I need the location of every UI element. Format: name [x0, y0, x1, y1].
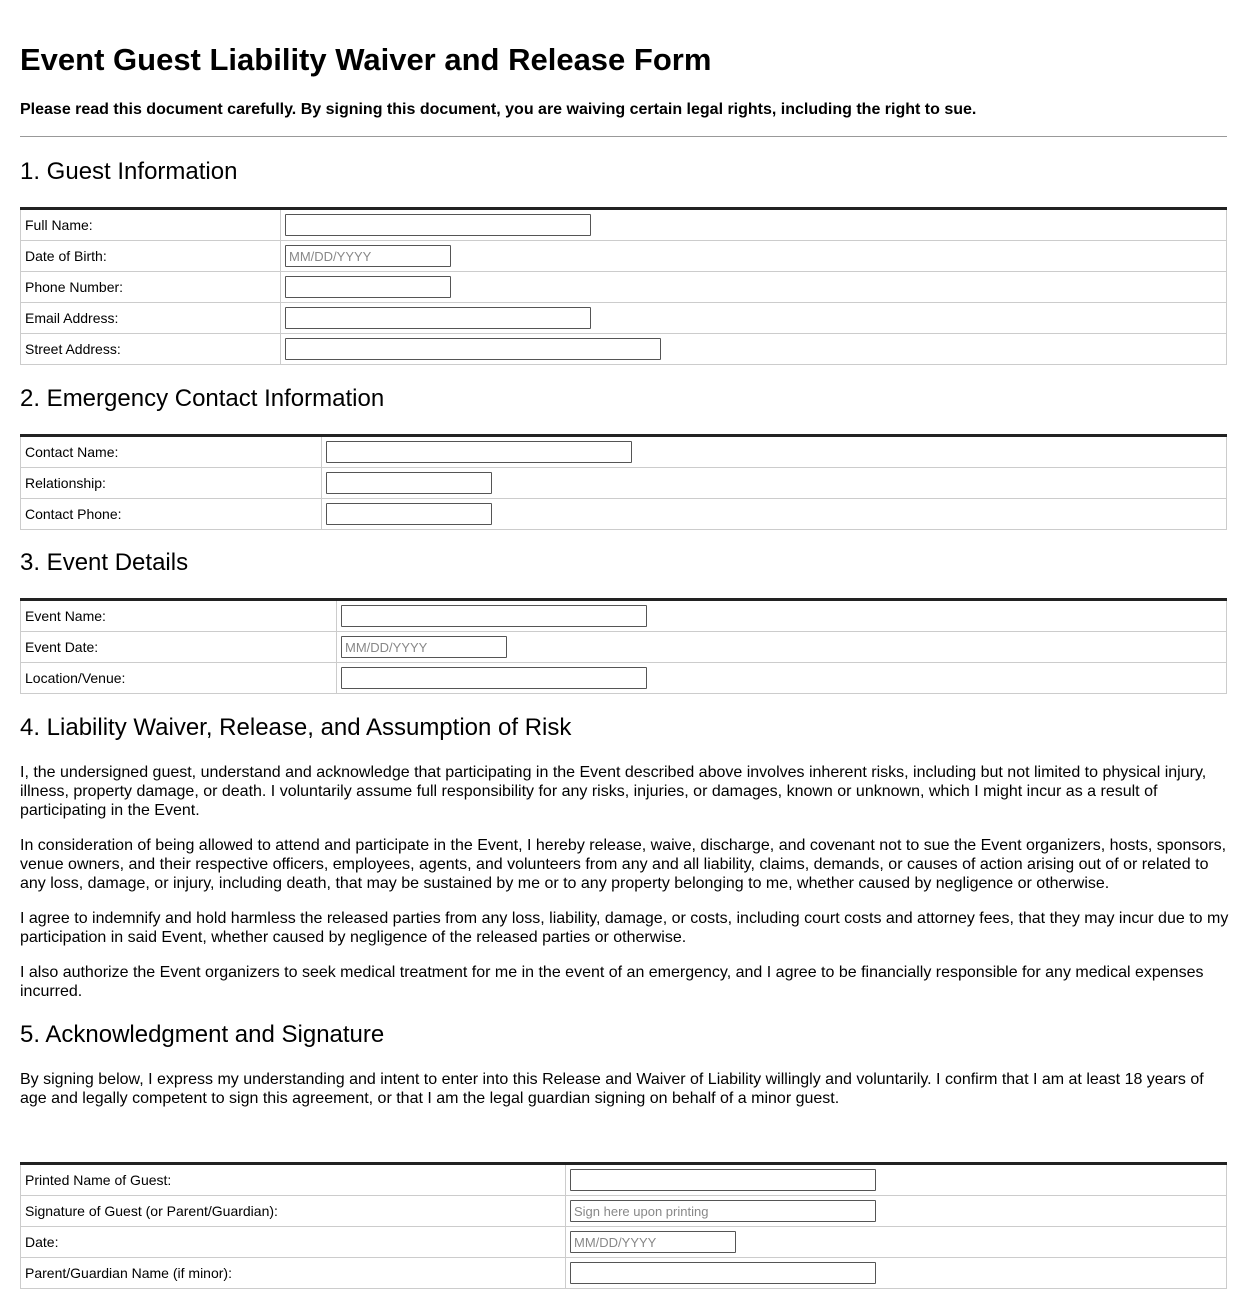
street-input[interactable]: [285, 338, 661, 360]
acknowledgment-heading: 5. Acknowledgment and Signature: [20, 1021, 385, 1048]
contact-name-label: Contact Name:: [21, 436, 322, 468]
signature-date-input[interactable]: [570, 1231, 736, 1253]
signature-label: Signature of Guest (or Parent/Guardian):: [21, 1196, 566, 1227]
table-row: [21, 436, 1227, 468]
table-row: [21, 632, 1227, 663]
table-row: [21, 1227, 1227, 1258]
acknowledgment-paragraph: By signing below, I express my understanding and intent to enter into this Release and Waiver of Liability willingly and voluntarily. I confirm that I am at least 18 years of age and legally competent to sign this agreement, or that I am the legal guardian signing on behalf of a minor guest.: [20, 1071, 1204, 1107]
field-cell: [281, 272, 1227, 303]
phone-label: Phone Number:: [21, 272, 281, 303]
table-row: [21, 1164, 1227, 1196]
guest-info-table: [20, 207, 1227, 365]
field-cell: [281, 303, 1227, 334]
field-cell: [566, 1258, 1227, 1289]
field-cell: [322, 499, 1227, 530]
event-details-heading: 3. Event Details: [20, 549, 189, 576]
table-row: [21, 468, 1227, 499]
field-cell: [322, 436, 1227, 468]
printed-name-input[interactable]: [570, 1169, 876, 1191]
phone-input[interactable]: [285, 276, 451, 298]
waiver-heading: 4. Liability Waiver, Release, and Assumption of Risk: [20, 714, 572, 741]
emergency-contact-table: [20, 434, 1227, 530]
waiver-paragraph-3: I agree to indemnify and hold harmless the released parties from any loss, liability, damage, or costs, including court costs and attorney fees, that they may incur due to my participation in said Event, whether caused by negligence of the released parties or otherwise.: [20, 910, 1229, 946]
dob-label: Date of Birth:: [21, 241, 281, 272]
table-row: [21, 303, 1227, 334]
table-row: [21, 600, 1227, 632]
guest-info-heading: 1. Guest Information: [20, 158, 238, 185]
field-cell: [322, 468, 1227, 499]
legal-notice: Please read this document carefully. By signing this document, you are waiving certain legal rights, including the right to sue.: [20, 101, 977, 118]
guardian-name-input[interactable]: [570, 1262, 876, 1284]
signature-table: [20, 1162, 1227, 1289]
emergency-contact-heading: 2. Emergency Contact Information: [20, 385, 385, 412]
table-row: [21, 241, 1227, 272]
dob-input[interactable]: [285, 245, 451, 267]
table-row: [21, 1196, 1227, 1227]
location-label: Location/Venue:: [21, 663, 337, 694]
signature-date-label: Date:: [21, 1227, 566, 1258]
field-cell: [281, 241, 1227, 272]
waiver-paragraph-1: I, the undersigned guest, understand and acknowledge that participating in the Event described above involves inherent risks, including but not limited to physical injury, illness, property damage, or death. I voluntarily assume full responsibility for any risks, injuries, or damages, known or unknown, which I might incur as a result of participating in the Event.: [20, 764, 1207, 819]
table-row: [21, 334, 1227, 365]
full-name-label: Full Name:: [21, 209, 281, 241]
divider: [20, 136, 1227, 137]
event-date-label: Event Date:: [21, 632, 337, 663]
event-name-label: Event Name:: [21, 600, 337, 632]
contact-name-input[interactable]: [326, 441, 632, 463]
location-input[interactable]: [341, 667, 647, 689]
table-row: [21, 663, 1227, 694]
field-cell: [566, 1227, 1227, 1258]
email-input[interactable]: [285, 307, 591, 329]
street-label: Street Address:: [21, 334, 281, 365]
printed-name-label: Printed Name of Guest:: [21, 1164, 566, 1196]
page-title: Event Guest Liability Waiver and Release Form: [20, 42, 712, 77]
waiver-paragraph-4: I also authorize the Event organizers to seek medical treatment for me in the event of an emergency, and I agree to be financially responsible for any medical expenses incurred.: [20, 964, 1204, 1000]
table-row: [21, 1258, 1227, 1289]
field-cell: [337, 632, 1227, 663]
full-name-input[interactable]: [285, 214, 591, 236]
table-row: [21, 209, 1227, 241]
event-details-table: [20, 598, 1227, 694]
field-cell: [337, 600, 1227, 632]
relationship-label: Relationship:: [21, 468, 322, 499]
guardian-name-label: Parent/Guardian Name (if minor):: [21, 1258, 566, 1289]
relationship-input[interactable]: [326, 472, 492, 494]
waiver-paragraph-2: In consideration of being allowed to attend and participate in the Event, I hereby release, waive, discharge, and covenant not to sue the Event organizers, hosts, sponsors, venue owners, and their respective officers, employees, agents, and volunteers from any and all liability, claims, demands, or causes of action arising out of or related to any loss, damage, or injury, including death, that may be sustained by me or to any property belonging to me, whether caused by negligence or otherwise.: [20, 837, 1227, 892]
field-cell: [281, 209, 1227, 241]
field-cell: [566, 1196, 1227, 1227]
table-row: [21, 272, 1227, 303]
signature-input[interactable]: [570, 1200, 876, 1222]
event-date-input[interactable]: [341, 636, 507, 658]
table-row: [21, 499, 1227, 530]
field-cell: [566, 1164, 1227, 1196]
field-cell: [281, 334, 1227, 365]
field-cell: [337, 663, 1227, 694]
email-label: Email Address:: [21, 303, 281, 334]
event-name-input[interactable]: [341, 605, 647, 627]
contact-phone-input[interactable]: [326, 503, 492, 525]
contact-phone-label: Contact Phone:: [21, 499, 322, 530]
